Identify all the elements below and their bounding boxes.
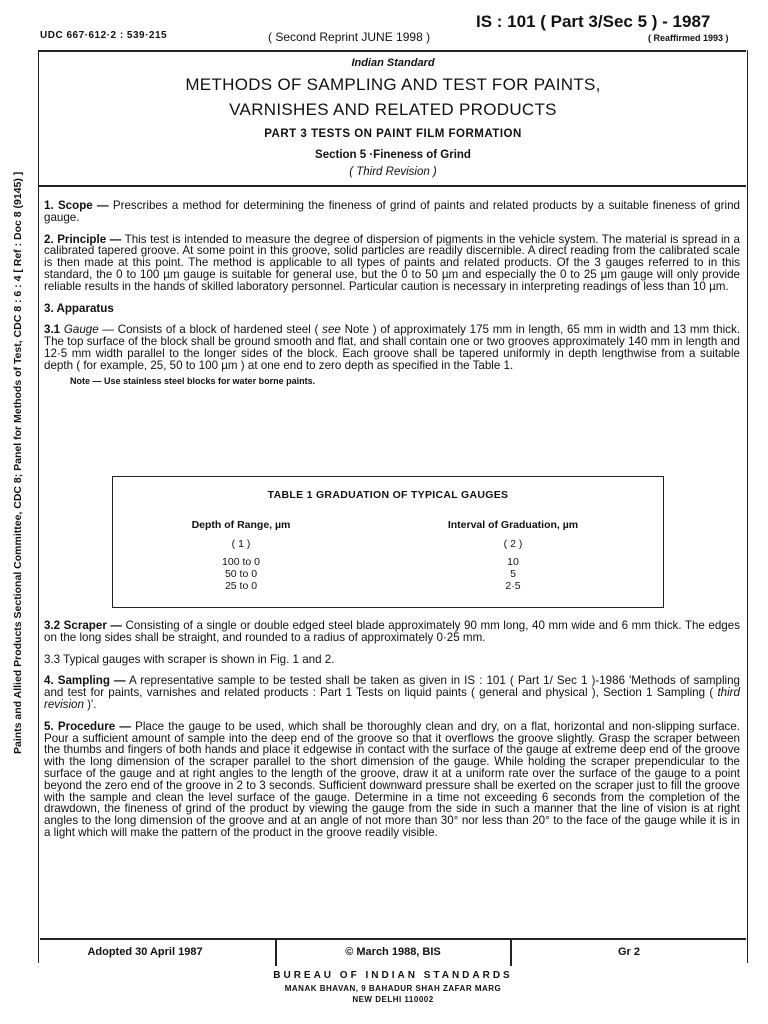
document-header bbox=[40, 55, 746, 178]
scraper-text: Consisting of a single or double edged steel blade approximately 90 mm long, 40 mm wide and 6 mm thick. The edges on the long sides shall be straight, and rounded to a radius of approximately 0·25 mm. bbox=[44, 619, 740, 644]
scraper-heading: 3.2 Scraper — bbox=[44, 619, 122, 632]
procedure-paragraph bbox=[44, 721, 740, 839]
gauge-see: see bbox=[322, 323, 341, 337]
sampling-paragraph bbox=[44, 675, 740, 710]
table-col-interval bbox=[428, 519, 598, 592]
revision-note: ( Third Revision ) bbox=[349, 166, 437, 178]
scope-heading: 1. Scope — bbox=[44, 199, 109, 212]
sampling-revision: third revision bbox=[44, 686, 740, 711]
rule-header bbox=[39, 185, 746, 187]
table-cell: 10 bbox=[507, 556, 519, 568]
scope-text: Prescribes a method for determining the fineness of grind of paints and related products by a suitable fineness of grind gauge. bbox=[44, 199, 740, 224]
publisher-address-line2: NEW DELHI 110002 bbox=[352, 995, 434, 1004]
table-cell: 100 to 0 bbox=[222, 556, 260, 568]
gauge-term: Gauge bbox=[63, 323, 99, 337]
table-col-depth bbox=[181, 519, 301, 592]
standard-number: IS : 101 ( Part 3/Sec 5 ) - 1987 bbox=[476, 12, 711, 31]
typical-paragraph: 3.3 Typical gauges with scraper is shown in Fig. 1 and 2. bbox=[44, 652, 335, 666]
principle-text: This test is intended to measure the degree of dispersion of pigments in the vehicle system. The material is spread in a calibrated tapered groove. At some point in this groove, solid particles are readily discernible. A direct reading from the calibrated scale is then made at this point. The method is applicable to all types of paints and related products. Of the 3 gauges referred to in this standard, the 0 to 100 µm gauge is suitable for general use, but the 0 to 50 µm and especially the 0 to 25 µm gauge will only provide reliable results in the hands of skilled laboratory personnel. Particular caution is necessary in interpreting readings of less than 10 µm. bbox=[44, 232, 740, 293]
table-cell: 2·5 bbox=[505, 580, 521, 592]
gauge-number: 3.1 bbox=[44, 323, 61, 337]
table-cell: 25 to 0 bbox=[224, 580, 258, 592]
procedure-text: Place the gauge to be used, which shall be thoroughly clean and dry, on a flat, horizontal and non-slipping surface. Pour a sufficient amount of sample into the deep end of the groove so that it overflows the groove slightly. Grasp the scraper between the thumbs and fingers of both hands and place it edgewise in contact with the surface of the gauge at extreme deep end of the groove with the long dimension of the scraper parallel to the short dimension of the gauge. While holding the scraper prependicular to the surface of the gauge and at right angles to the length of the groove, draw it at a uniform rate over the surface of the gauge to a point beyond the zero end of the groove in 2 to 3 seconds. Sufficient downward pressure shall be exerted on the scraper just to fill the groove with the sample and clean the level surface of the gauge. Determine in a time not exceeding 6 seconds from the completion of the drawdown, the fineness of grind of the product by viewing the gauge from the side in such a manner that the line of vision is at right angles to the long dimension of the groove and at an angle of not more than 30° nor less than 20° to the face of the gauge while it is in a light which will make the pattern of the product in the groove readily visible. bbox=[44, 719, 740, 839]
table-title: TABLE 1 GRADUATION OF TYPICAL GAUGES bbox=[267, 489, 509, 501]
reprint-note: ( Second Reprint JUNE 1998 ) bbox=[268, 30, 431, 44]
scraper-paragraph bbox=[44, 620, 740, 644]
principle-heading: 2. Principle — bbox=[44, 232, 122, 246]
document-title-line1: METHODS OF SAMPLING AND TEST FOR PAINTS, bbox=[185, 75, 601, 94]
committee-side-text: Paints and Allied Products Sectional Committee, CDC 8; Panel for Methods of Test, CDC 8 : 6 : 4 [ Ref : Doc 8 (9145) ] bbox=[12, 171, 24, 754]
publisher-name: BUREAU OF INDIAN STANDARDS bbox=[273, 970, 513, 981]
part-heading: PART 3 TESTS ON PAINT FILM FORMATION bbox=[264, 128, 522, 140]
table-colnum-2: ( 2 ) bbox=[503, 538, 523, 550]
rule-top bbox=[39, 50, 746, 52]
document-title-line2: VARNISHES AND RELATED PRODUCTS bbox=[229, 100, 557, 119]
section-heading: Section 5 ·Fineness of Grind bbox=[315, 149, 471, 161]
standard-label: Indian Standard bbox=[351, 57, 435, 69]
document-body bbox=[44, 200, 740, 387]
steel-note: Note — Use stainless steel blocks for water borne paints. bbox=[70, 375, 316, 386]
adopted-date: Adopted 30 April 1987 bbox=[87, 946, 203, 958]
procedure-heading: 5. Procedure — bbox=[44, 719, 131, 733]
gauge-text-b: Note ) of approximately 175 mm in length, 65 mm in width and 13 mm thick. The top surface of the block shall be ground smooth and flat, and shall contain one or two grooves approximately 140 mm in length and 12·5 mm width parallel to the longer sides of the block. Each groove shall be tapered uniformly in depth lengthwise from a suitable depth ( for example, 25, 50 to 100 µm ) at one end to zero depth as specified in the Table 1. bbox=[44, 323, 740, 372]
document-body-continued bbox=[44, 620, 740, 849]
gauge-text-a: — Consists of a block of hardened steel ( bbox=[98, 323, 323, 337]
table-header-interval: Interval of Graduation, µm bbox=[447, 519, 579, 531]
price-group: Gr 2 bbox=[617, 946, 640, 958]
apparatus-heading: 3. Apparatus bbox=[44, 301, 114, 315]
gauge-paragraph bbox=[44, 324, 740, 371]
udc-number: UDC 667·612·2 : 539·215 bbox=[40, 30, 168, 41]
gauge-table bbox=[112, 476, 664, 608]
footer-bar bbox=[40, 940, 746, 964]
publisher-address-line1: MANAK BHAVAN, 9 BAHADUR SHAH ZAFAR MARG bbox=[284, 984, 502, 993]
table-header-depth: Depth of Range, µm bbox=[191, 519, 291, 531]
sampling-text-b: )'. bbox=[83, 697, 97, 711]
table-cell: 5 bbox=[510, 568, 516, 580]
principle-paragraph bbox=[44, 234, 740, 293]
reaffirmed-note: ( Reaffirmed 1993 ) bbox=[648, 33, 729, 43]
scope-paragraph bbox=[44, 200, 740, 224]
table-cell: 50 to 0 bbox=[224, 568, 258, 580]
sampling-text-a: A representative sample to be tested shall be taken as given in IS : 101 ( Part 1/ Sec 1 )-1986 'Methods of sampling and test for paints, varnishes and related products : Part 1 Tests on liquid paints ( general and physical ), Section 1 Sampling ( bbox=[44, 674, 740, 700]
sampling-heading: 4. Sampling — bbox=[44, 674, 126, 688]
table-colnum-1: ( 1 ) bbox=[231, 538, 251, 550]
copyright: © March 1988, BIS bbox=[345, 946, 441, 958]
